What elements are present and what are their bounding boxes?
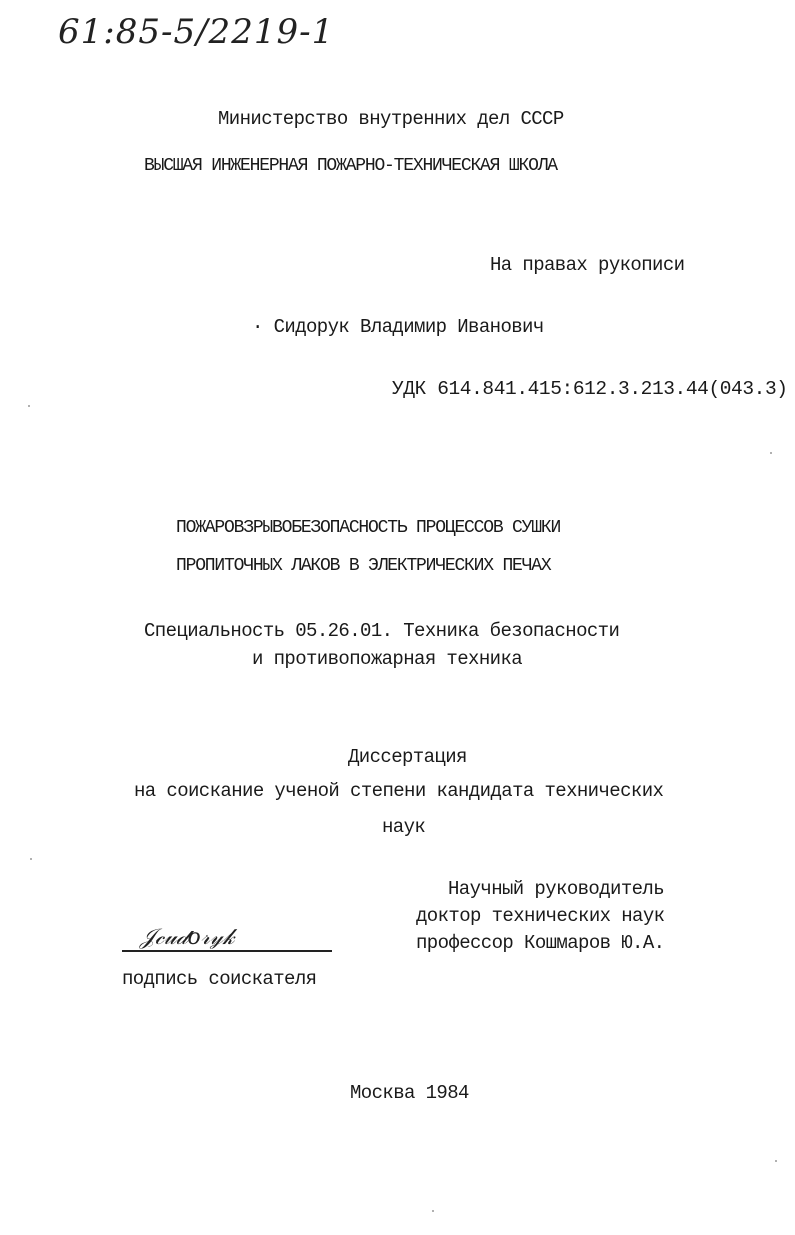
specialty-line-1: Специальность 05.26.01. Техника безопасности — [144, 620, 620, 642]
ministry-name: Министерство внутренних дел СССР — [218, 108, 564, 130]
author-name: · Сидорук Владимир Иванович — [252, 316, 544, 338]
title-line-2: ПРОПИТОЧНЫХ ЛАКОВ В ЭЛЕКТРИЧЕСКИХ ПЕЧАХ — [176, 556, 551, 576]
scan-speck — [770, 452, 772, 454]
scan-speck — [28, 405, 30, 407]
signature-line — [122, 950, 332, 952]
school-name: ВЫСШАЯ ИНЖЕНЕРНАЯ ПОЖАРНО-ТЕХНИЧЕСКАЯ ШКОЛА — [144, 156, 557, 176]
manuscript-rights: На правах рукописи — [490, 254, 685, 276]
supervisor-degree: доктор технических наук — [416, 905, 665, 927]
scan-speck — [30, 858, 32, 860]
scan-speck — [432, 1210, 434, 1212]
signature-caption: подпись соискателя — [122, 968, 317, 990]
author-signature: 𝒥𝒸𝓊𝒹𝑜𝓇𝓎𝓀 — [140, 925, 235, 950]
specialty-line-2: и противопожарная техника — [252, 648, 523, 670]
udc-code: УДК 614.841.415:612.3.213.44(043.3) — [392, 378, 788, 400]
degree-line-2: наук — [382, 816, 426, 838]
archive-code-handwritten: 61:85-5/2219-1 — [58, 12, 335, 52]
degree-line-1: на соискание ученой степени кандидата технических — [134, 780, 664, 802]
city-year: Москва 1984 — [350, 1082, 469, 1104]
supervisor-name: профессор Кошмаров Ю.А. — [416, 932, 665, 954]
dissertation-label: Диссертация — [348, 746, 467, 768]
supervisor-label: Научный руководитель — [448, 878, 665, 900]
scan-speck — [775, 1160, 777, 1162]
title-line-1: ПОЖАРОВЗРЫВОБЕЗОПАСНОСТЬ ПРОЦЕССОВ СУШКИ — [176, 518, 561, 538]
